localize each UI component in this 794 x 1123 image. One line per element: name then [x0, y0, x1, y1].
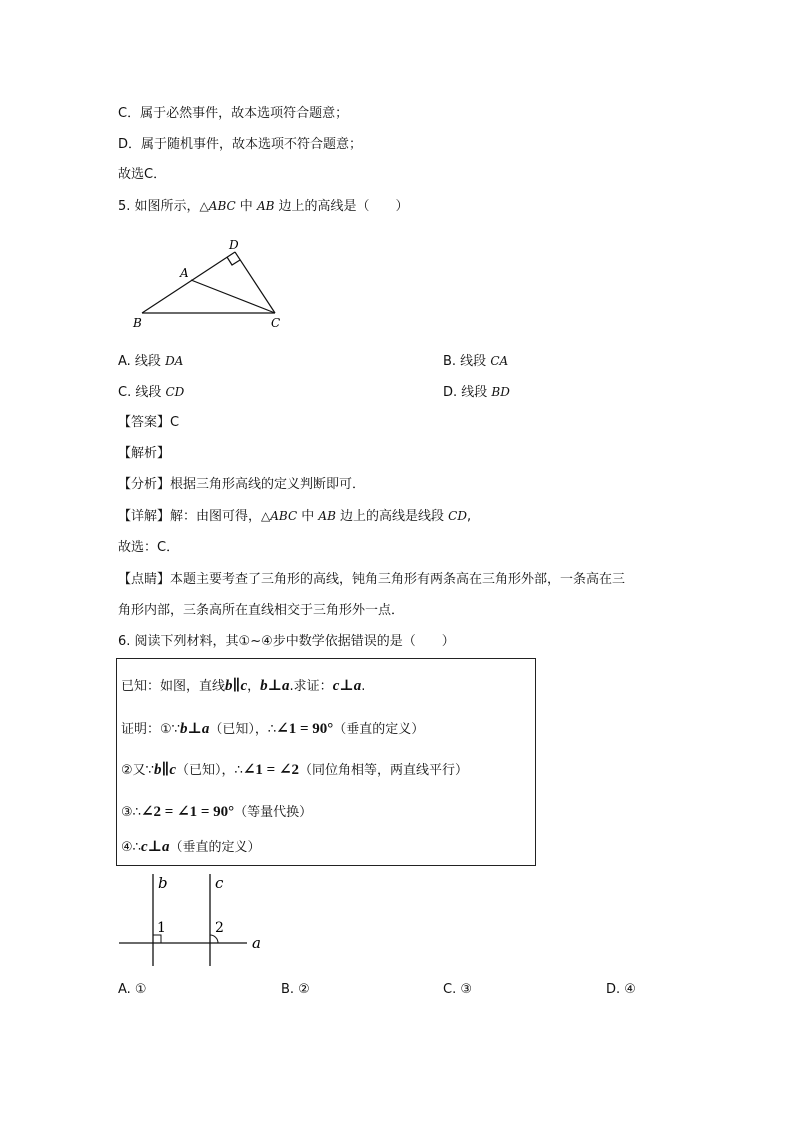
line-ac: [191, 280, 275, 313]
q5-option-a[interactable]: A. 线段 DA: [118, 354, 184, 369]
q5-answer: 【答案】C: [118, 415, 180, 430]
q5-choice: 故选：C．: [118, 540, 180, 555]
label-d: D: [229, 238, 239, 252]
q5-analysis-tag: 【解析】: [118, 446, 171, 461]
q6-step-2: ②又∵b∥c（已知），∴∠1 = ∠2（同位角相等，两直线平行）: [121, 762, 469, 778]
q5-triangle-figure: [125, 233, 295, 333]
right-angle-mark: [227, 257, 240, 265]
q6-material-box: [116, 658, 536, 866]
label-c: c: [215, 874, 224, 892]
right-angle-mark-1: [153, 935, 161, 943]
q5-option-d[interactable]: D. 线段 BD: [443, 385, 510, 400]
q6-option-c[interactable]: C. ③: [443, 982, 472, 997]
line-dc: [235, 252, 275, 313]
q6-option-b[interactable]: B. ②: [281, 982, 310, 997]
label-angle-1: 1: [157, 920, 166, 936]
label-c: C: [271, 316, 281, 330]
q5-triangle: △ABC: [199, 199, 236, 213]
q5-number: 5. 如图所示，: [118, 199, 200, 214]
q6-parallel-figure: [115, 870, 275, 970]
q6-step-4: ④∴c⊥a（垂直的定义）: [121, 839, 261, 855]
q5-side: AB: [256, 199, 275, 213]
q6-step-3: ③∴∠2 = ∠1 = 90°（等量代换）: [121, 804, 313, 820]
q6-known: 已知：如图，直线b∥c，b⊥a.求证：c⊥a.: [121, 678, 366, 694]
option-d-text: D．属于随机事件，故本选项不符合题意；: [118, 137, 363, 152]
q5-mid: 中: [235, 199, 257, 214]
q5-dianjing-1: 【点睛】本题主要考查了三角形的高线，钝角三角形有两条高在三角形外部，一条高在三: [118, 572, 626, 587]
q5-dianjing-2: 角形内部，三条高所在直线相交于三角形外一点．: [118, 603, 405, 618]
q5-xiangjie: 【详解】解：由图可得，△ABC 中 AB 边上的高线是线段 CD,: [118, 509, 472, 524]
q6-step-1: 证明：①∵b⊥a（已知），∴∠1 = 90°（垂直的定义）: [121, 721, 425, 737]
q5-option-c[interactable]: C. 线段 CD: [118, 385, 185, 400]
prev-choice: 故选C．: [118, 167, 167, 182]
label-b: B: [133, 316, 142, 330]
q5-tail: 边上的高线是（ ）: [274, 199, 409, 214]
q5-option-b[interactable]: B. 线段 CA: [443, 354, 509, 369]
line-ba-ad: [142, 252, 235, 313]
q5-fenxi: 【分析】根据三角形高线的定义判断即可．: [118, 477, 366, 492]
q5-stem: [118, 197, 409, 216]
q6-option-a[interactable]: A. ①: [118, 982, 147, 997]
label-b: b: [158, 874, 168, 892]
q6-stem: 6. 阅读下列材料，其①~④步中数学依据错误的是（ ）: [118, 634, 455, 649]
label-a: A: [180, 266, 189, 280]
option-c-text: C．属于必然事件，故本选项符合题意；: [118, 106, 349, 121]
angle-arc-2: [210, 935, 218, 943]
label-angle-2: 2: [215, 920, 224, 936]
label-a: a: [252, 934, 261, 952]
q6-option-d[interactable]: D. ④: [606, 982, 636, 997]
